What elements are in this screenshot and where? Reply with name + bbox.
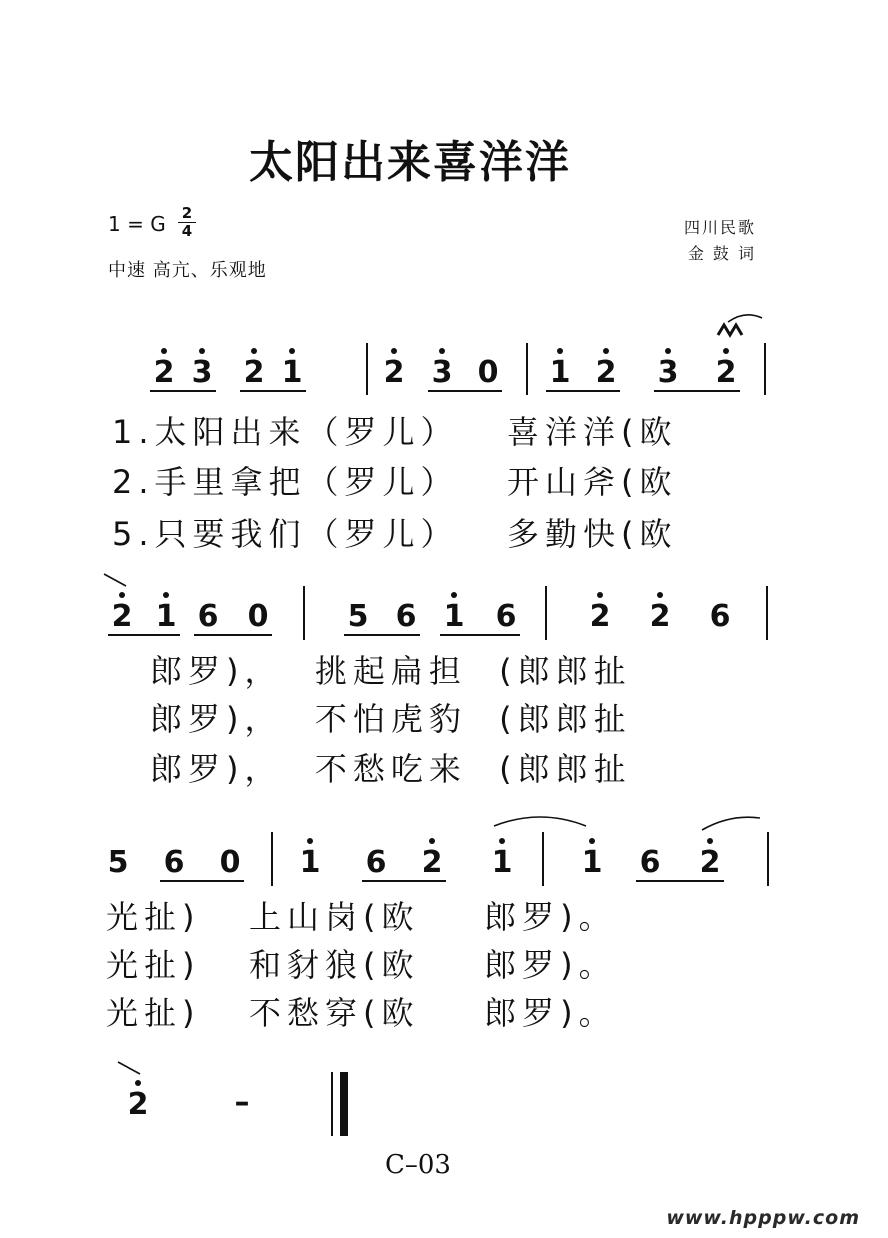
note: 2 [111, 599, 133, 634]
note: 5 [107, 845, 129, 880]
note: 3 [657, 355, 679, 390]
note: 1 [281, 355, 303, 390]
note: 6 [365, 845, 387, 880]
lyric-line-3-verse-2: 光扯) 和豺狼(欧 郎罗)。 [106, 946, 617, 984]
note: 1 [443, 599, 465, 634]
note: 2 [589, 599, 611, 634]
note: 2 [383, 355, 405, 390]
note: 0 [477, 355, 499, 390]
note: 2 [649, 599, 671, 634]
key-signature: 1 = G [108, 212, 166, 236]
slur [728, 315, 762, 322]
note: 6 [495, 599, 517, 634]
credit-lyricist: 金 鼓 词 [687, 244, 756, 263]
note: 2 [715, 355, 737, 390]
note: 0 [247, 599, 269, 634]
song-title: 太阳出来喜洋洋 [249, 137, 571, 188]
lyric-line-2-verse-1: 郎罗)， 挑起扁担 (郎郎扯 [150, 652, 632, 690]
note: 6 [197, 599, 219, 634]
note: 5 [347, 599, 369, 634]
note: 2 [153, 355, 175, 390]
note: 2 [127, 1087, 149, 1122]
note: 2 [421, 845, 443, 880]
note: 3 [431, 355, 453, 390]
note: 6 [163, 845, 185, 880]
note: 0 [219, 845, 241, 880]
note: 1 [581, 845, 603, 880]
lyric-line-2-verse-2: 郎罗)， 不怕虎豹 (郎郎扯 [150, 700, 632, 738]
slur [494, 817, 586, 826]
tempo-marking: 中速 高亢、乐观地 [108, 260, 267, 281]
note: 2 [699, 845, 721, 880]
lyric-line-3-verse-3: 光扯) 不愁穿(欧 郎罗)。 [106, 994, 617, 1032]
slur [702, 817, 760, 830]
lyric-line-1-verse-1: 1.太阳出来（罗儿） 喜洋洋(欧 [112, 413, 678, 451]
extension-dash: – [234, 1085, 250, 1120]
credit-origin: 四川民歌 [683, 218, 756, 237]
note: 1 [549, 355, 571, 390]
slur [118, 1062, 140, 1074]
note: 1 [155, 599, 177, 634]
note: 6 [709, 599, 731, 634]
lyric-line-1-verse-5: 5.只要我们（罗儿） 多勤快(欧 [112, 515, 678, 553]
note: 2 [243, 355, 265, 390]
lyric-line-3-verse-1: 光扯) 上山岗(欧 郎罗)。 [106, 898, 617, 936]
note: 6 [639, 845, 661, 880]
time-signature-denominator: 4 [181, 222, 193, 240]
mordent-mark [718, 325, 742, 335]
note: 1 [299, 845, 321, 880]
note: 2 [595, 355, 617, 390]
lyric-line-2-verse-3: 郎罗)， 不愁吃来 (郎郎扯 [150, 750, 632, 788]
page-number: C–03 [385, 1150, 451, 1180]
watermark: www.hpppw.com [666, 1207, 860, 1229]
time-signature-numerator: 2 [181, 204, 193, 222]
lyric-line-1-verse-2: 2.手里拿把（罗儿） 开山斧(欧 [112, 463, 678, 501]
note: 6 [395, 599, 417, 634]
slur [104, 574, 126, 586]
note: 1 [491, 845, 513, 880]
note: 3 [191, 355, 213, 390]
